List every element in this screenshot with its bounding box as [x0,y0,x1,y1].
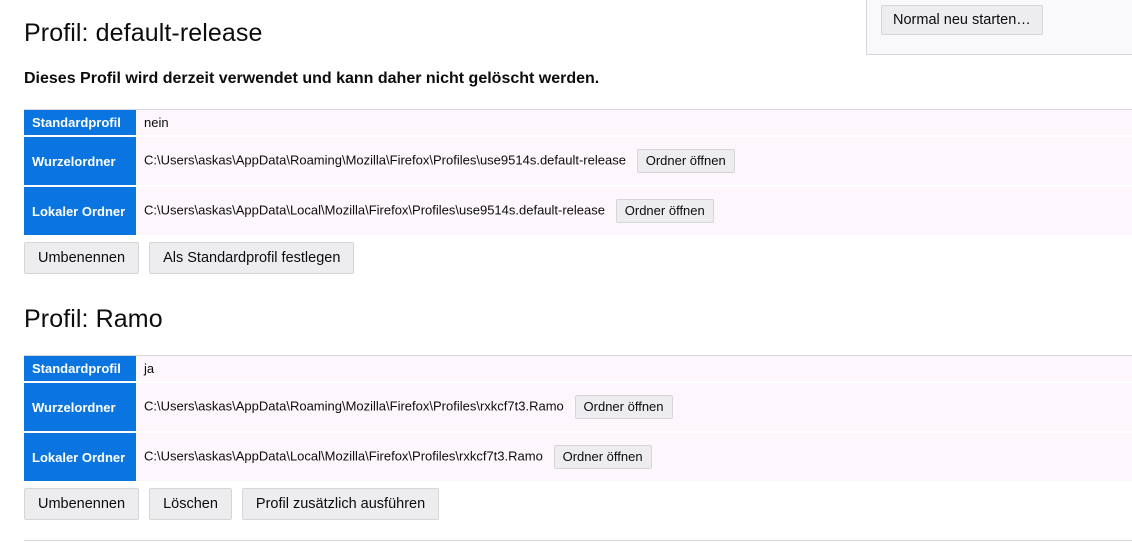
profile-actions-default-release [24,242,354,274]
row-value-wurzelordner: C:\Users\askas\AppData\Roaming\Mozilla\Firefox\Profiles\rxkcf7t3.Ramo [144,398,564,414]
open-local-folder-button[interactable]: Ordner öffnen [554,445,652,469]
table-row [24,186,1132,236]
profile-in-use-warning: Dieses Profil wird derzeit verwendet und kann daher nicht gelöscht werden. [24,70,600,87]
row-label-wurzelordner: Wurzelordner [24,136,136,186]
profile-details-table-default-release [24,109,1132,237]
delete-profile-button[interactable]: Löschen [149,488,232,520]
page-title-profile-ramo: Profil: Ramo [24,305,163,333]
row-value-standardprofil: nein [144,115,169,130]
row-value-lokaler-ordner: C:\Users\askas\AppData\Local\Mozilla\Firefox\Profiles\use9514s.default-release [144,202,605,218]
row-label-lokaler-ordner: Lokaler Ordner [24,432,136,482]
set-as-default-profile-button[interactable]: Als Standardprofil festlegen [149,242,354,274]
row-label-standardprofil: Standardprofil [24,356,136,383]
open-root-folder-button[interactable]: Ordner öffnen [637,149,735,173]
restart-normal-button[interactable]: Normal neu starten… [881,5,1043,35]
rename-profile-button[interactable]: Umbenennen [24,242,139,274]
row-value-wurzelordner: C:\Users\askas\AppData\Roaming\Mozilla\Firefox\Profiles\use9514s.default-release [144,152,626,168]
table-row [24,136,1132,186]
table-row [24,110,1132,137]
launch-profile-button[interactable]: Profil zusätzlich ausführen [242,488,439,520]
profile-actions-ramo [24,488,439,520]
row-label-wurzelordner: Wurzelordner [24,382,136,432]
profile-details-table-ramo [24,355,1132,483]
bottom-divider [24,540,1132,541]
page-title-profile-default-release: Profil: default-release [24,19,263,47]
restart-panel [866,0,1132,55]
row-value-standardprofil: ja [144,361,155,376]
table-row [24,356,1132,383]
row-value-lokaler-ordner: C:\Users\askas\AppData\Local\Mozilla\Firefox\Profiles\rxkcf7t3.Ramo [144,448,543,464]
table-row [24,432,1132,482]
open-root-folder-button[interactable]: Ordner öffnen [575,395,673,419]
rename-profile-button[interactable]: Umbenennen [24,488,139,520]
row-label-standardprofil: Standardprofil [24,110,136,137]
open-local-folder-button[interactable]: Ordner öffnen [616,199,714,223]
table-row [24,382,1132,432]
row-label-lokaler-ordner: Lokaler Ordner [24,186,136,236]
